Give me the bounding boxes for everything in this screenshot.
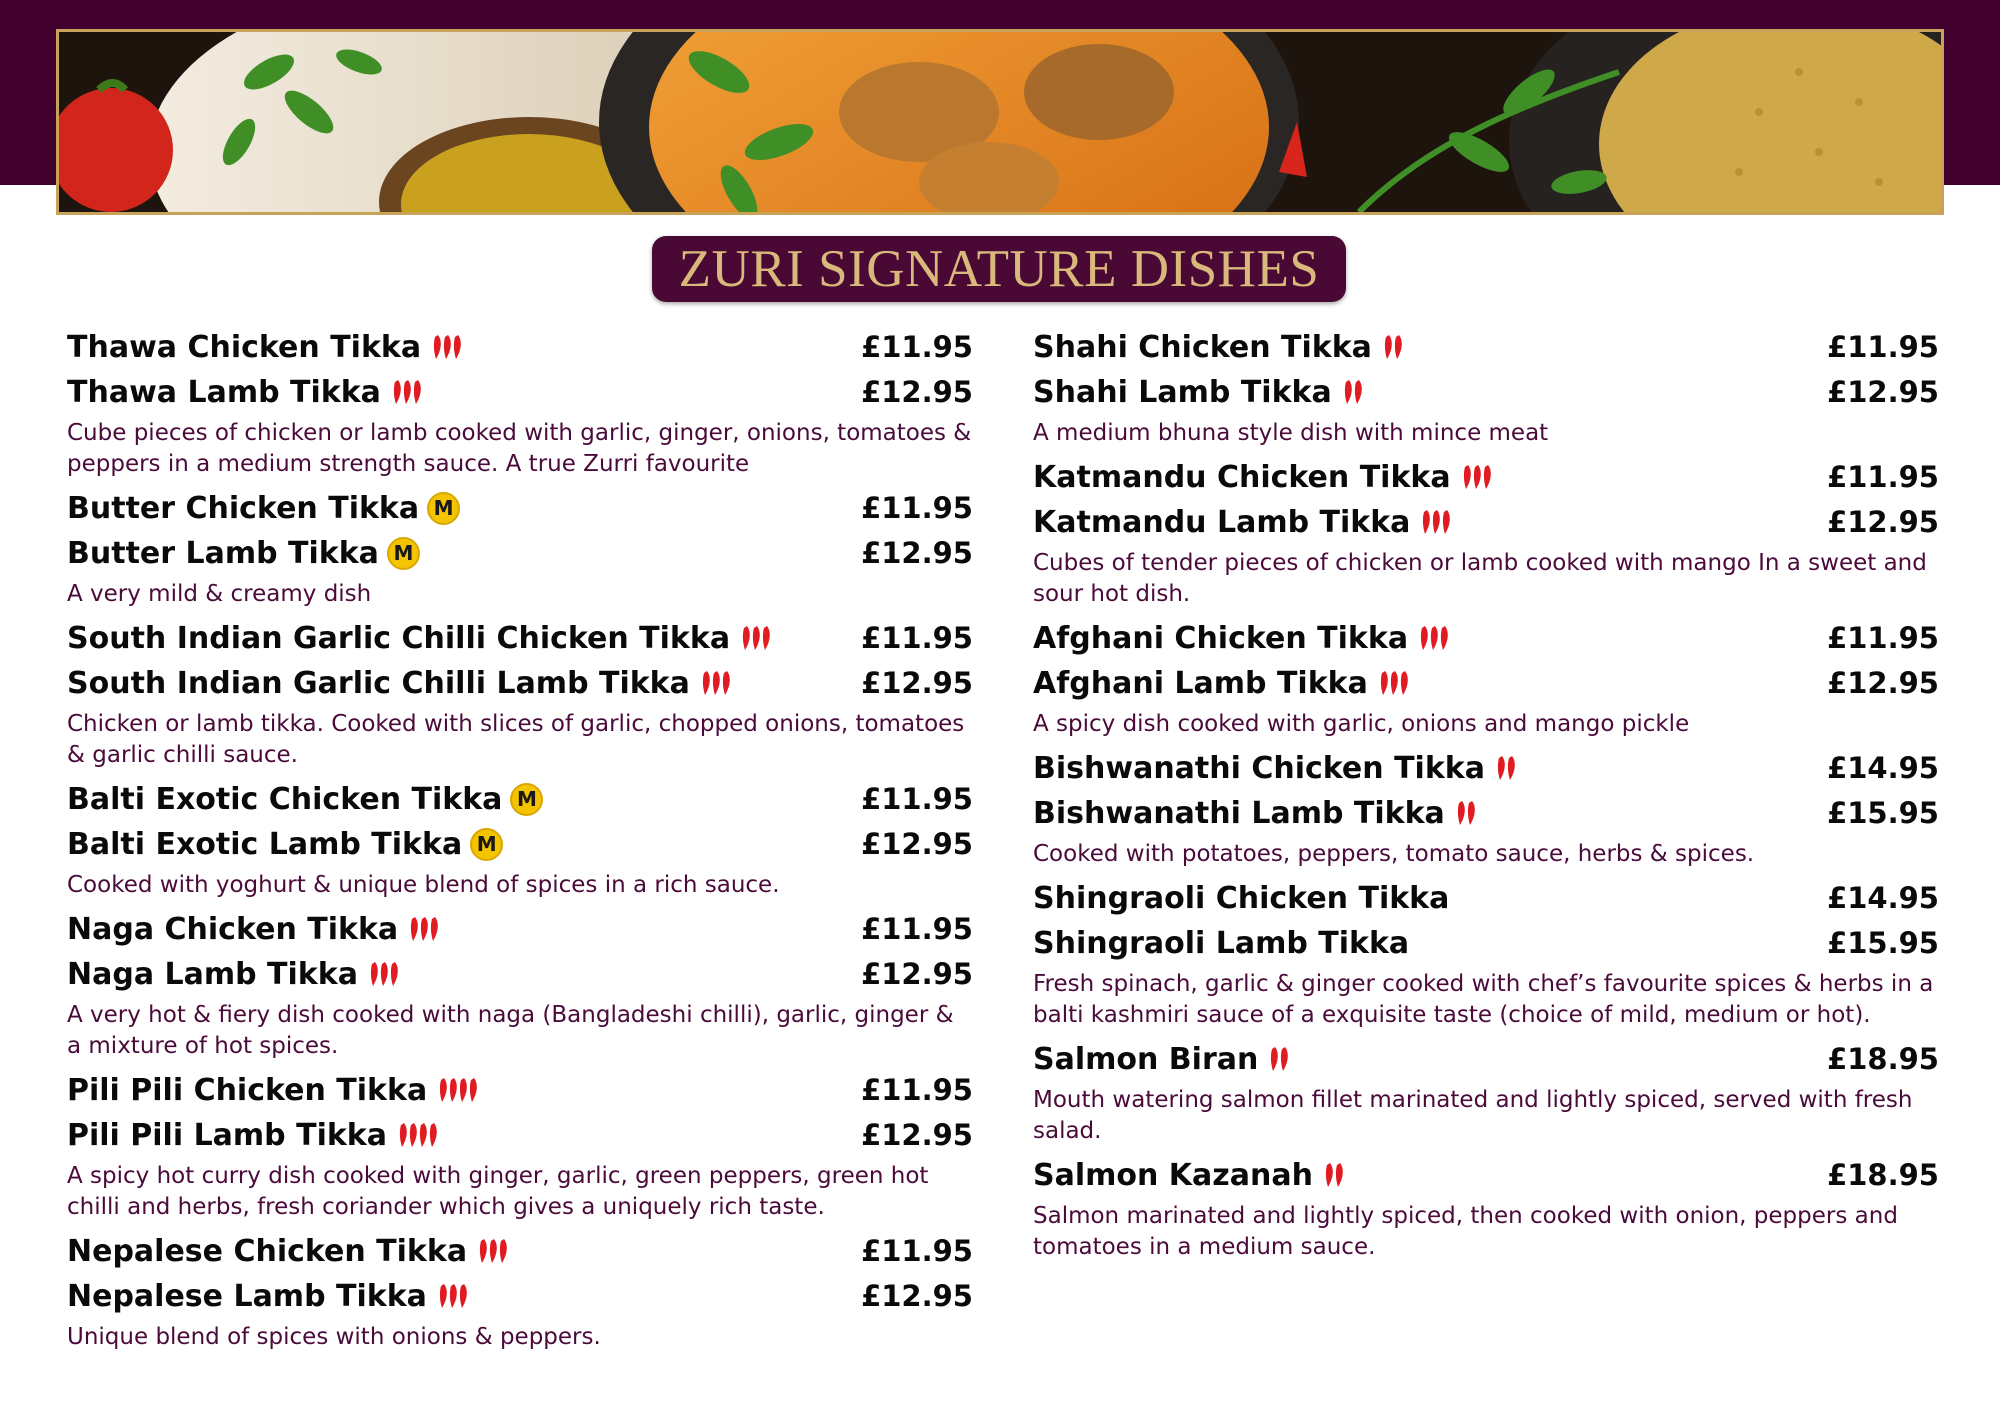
chili-icon xyxy=(388,961,400,987)
mild-badge-icon: M xyxy=(427,492,460,525)
spice-level-icons xyxy=(1268,1044,1288,1074)
menu-item-description: Fresh spinach, garlic & ginger cooked with chef’s favourite spices & herbs in a balti kashmiri sauce of a exquisite taste (choice of mild, medium or hot). xyxy=(1033,971,1934,1028)
menu-item-price: £12.95 xyxy=(861,827,973,861)
menu-item xyxy=(67,621,973,655)
menu-item-name-group xyxy=(67,666,730,701)
menu-item xyxy=(1033,666,1939,700)
section-title-pill xyxy=(652,236,1346,302)
menu-item-price: £12.95 xyxy=(861,957,973,991)
menu-item-name-group xyxy=(67,491,460,526)
menu-item-name-group xyxy=(67,330,461,365)
spice-level-icons xyxy=(1418,623,1448,653)
menu-item xyxy=(1033,796,1939,830)
menu-item-name: Salmon Biran xyxy=(1033,1041,1259,1077)
menu-item-price: £12.95 xyxy=(1827,666,1939,700)
menu-item-price: £15.95 xyxy=(1827,796,1939,830)
menu-item xyxy=(1033,330,1939,364)
menu-item-name: Nepalese Chicken Tikka xyxy=(67,1233,468,1269)
menu-item xyxy=(1033,751,1939,785)
menu-item-name: Salmon Kazanah xyxy=(1033,1157,1313,1193)
menu-item-price: £11.95 xyxy=(861,1234,973,1268)
menu-item-description: Unique blend of spices with onions & peppers. xyxy=(67,1324,601,1350)
menu-item-description: A very hot & fiery dish cooked with naga (Bangladeshi chilli), garlic, ginger & a mixture of hot spices. xyxy=(67,1002,954,1059)
menu-item-name: Naga Chicken Tikka xyxy=(67,911,399,947)
spice-level-icons xyxy=(740,623,770,653)
menu-item xyxy=(67,330,973,364)
chili-icon xyxy=(1505,755,1517,781)
menu-item-price: £12.95 xyxy=(861,1118,973,1152)
menu-item xyxy=(1033,460,1939,494)
menu-item-name-group xyxy=(1033,460,1491,495)
chili-icon xyxy=(467,1077,479,1103)
menu-item-price: £11.95 xyxy=(1827,621,1939,655)
chili-icon xyxy=(1398,670,1410,696)
menu-item-name-group xyxy=(67,1073,477,1108)
menu-item xyxy=(67,782,973,816)
spice-level-icons xyxy=(437,1281,467,1311)
menu-item-name-group xyxy=(1033,1158,1343,1193)
menu-item-description: Mouth watering salmon fillet marinated and lightly spiced, served with fresh salad. xyxy=(1033,1087,1913,1144)
spice-level-icons xyxy=(431,332,461,362)
spice-level-icons xyxy=(397,1120,437,1150)
menu-item-name: Shahi Chicken Tikka xyxy=(1033,329,1372,365)
menu-item-name: Afghani Lamb Tikka xyxy=(1033,665,1368,701)
menu-item-name-group xyxy=(1033,1042,1288,1077)
chili-icon xyxy=(427,1122,439,1148)
menu-item-price: £11.95 xyxy=(1827,330,1939,364)
menu-item xyxy=(67,491,973,525)
menu-item xyxy=(1033,881,1939,915)
menu-item-name-group xyxy=(1033,751,1515,786)
menu-item-price: £14.95 xyxy=(1827,881,1939,915)
menu-item xyxy=(67,666,973,700)
menu-item-price: £12.95 xyxy=(861,666,973,700)
spice-level-icons xyxy=(700,668,730,698)
menu-item-name: Thawa Lamb Tikka xyxy=(67,374,381,410)
menu-item-name-group xyxy=(1033,621,1448,656)
menu-item xyxy=(1033,926,1939,960)
chili-icon xyxy=(428,916,440,942)
menu-item xyxy=(1033,505,1939,539)
menu-item-name-group xyxy=(67,1234,507,1269)
menu-item-name: Shahi Lamb Tikka xyxy=(1033,374,1332,410)
menu-item-name: Afghani Chicken Tikka xyxy=(1033,620,1409,656)
menu-item-price: £11.95 xyxy=(861,621,973,655)
mild-badge-icon: M xyxy=(510,783,543,816)
spice-level-icons xyxy=(477,1236,507,1266)
menu-item-name-group xyxy=(67,1279,467,1314)
menu-item xyxy=(1033,375,1939,409)
menu-item xyxy=(67,1118,973,1152)
menu-item-price: £18.95 xyxy=(1827,1158,1939,1192)
menu-item-price: £18.95 xyxy=(1827,1042,1939,1076)
menu-item-price: £12.95 xyxy=(861,1279,973,1313)
menu-item-name-group xyxy=(1033,796,1475,831)
menu-item xyxy=(67,957,973,991)
menu-item-description: A medium bhuna style dish with mince meat xyxy=(1033,420,1549,446)
spice-level-icons xyxy=(1342,377,1362,407)
menu-column-right xyxy=(1033,322,1939,1263)
menu-item-name-group xyxy=(67,375,421,410)
section-title: ZURI SIGNATURE DISHES xyxy=(678,240,1320,298)
chili-icon xyxy=(1392,334,1404,360)
menu-item-name: Pili Pili Lamb Tikka xyxy=(67,1117,387,1153)
menu-item-name-group xyxy=(1033,375,1362,410)
menu-item-name: Shingraoli Lamb Tikka xyxy=(1033,925,1410,961)
mild-badge-icon: M xyxy=(387,537,420,570)
menu-item xyxy=(1033,621,1939,655)
menu-item-price: £11.95 xyxy=(1827,460,1939,494)
spice-level-icons xyxy=(1455,798,1475,828)
menu-item xyxy=(67,827,973,861)
menu-item-name: Shingraoli Chicken Tikka xyxy=(1033,880,1450,916)
spice-level-icons xyxy=(1323,1160,1343,1190)
menu-item-name: Katmandu Lamb Tikka xyxy=(1033,504,1411,540)
menu-item-name: Butter Lamb Tikka xyxy=(67,535,379,571)
chili-icon xyxy=(760,625,772,651)
menu-item-name: Balti Exotic Chicken Tikka xyxy=(67,781,503,817)
spice-level-icons xyxy=(1495,753,1515,783)
spice-level-icons xyxy=(1461,462,1491,492)
chili-icon xyxy=(720,670,732,696)
chili-icon xyxy=(1278,1046,1290,1072)
chili-icon xyxy=(1465,800,1477,826)
menu-item xyxy=(67,1234,973,1268)
menu-item-name-group xyxy=(1033,881,1449,916)
menu-item-description: Chicken or lamb tikka. Cooked with slices of garlic, chopped onions, tomatoes & garlic chilli sauce. xyxy=(67,711,965,768)
menu-item xyxy=(67,375,973,409)
menu-item xyxy=(67,1279,973,1313)
menu-item-name-group xyxy=(67,957,398,992)
menu-item-name-group xyxy=(1033,330,1402,365)
menu-column-left xyxy=(67,322,973,1353)
menu-item-name-group xyxy=(1033,505,1450,540)
mild-badge-icon: M xyxy=(470,828,503,861)
chili-icon xyxy=(1352,379,1364,405)
menu-item-price: £11.95 xyxy=(861,912,973,946)
menu-item-price: £11.95 xyxy=(861,491,973,525)
menu-item-name: Balti Exotic Lamb Tikka xyxy=(67,826,463,862)
menu-item-price: £14.95 xyxy=(1827,751,1939,785)
menu-item-price: £11.95 xyxy=(861,782,973,816)
menu-item-description: Cooked with yoghurt & unique blend of spices in a rich sauce. xyxy=(67,872,780,898)
chili-icon xyxy=(411,379,423,405)
menu-item-name: Nepalese Lamb Tikka xyxy=(67,1278,427,1314)
menu-item-price: £12.95 xyxy=(1827,505,1939,539)
spice-level-icons xyxy=(1420,507,1450,537)
chili-icon xyxy=(457,1283,469,1309)
spice-level-icons xyxy=(1378,668,1408,698)
menu-item xyxy=(67,912,973,946)
menu-item-name-group xyxy=(67,1118,437,1153)
menu-item xyxy=(67,536,973,570)
menu-item-price: £15.95 xyxy=(1827,926,1939,960)
spice-level-icons xyxy=(437,1075,477,1105)
menu-item-price: £11.95 xyxy=(861,330,973,364)
menu-item-name-group xyxy=(1033,666,1408,701)
chili-icon xyxy=(1333,1162,1345,1188)
menu-item-description: Cube pieces of chicken or lamb cooked with garlic, ginger, onions, tomatoes & peppers in a medium strength sauce. A true Zurri favourite xyxy=(67,420,972,477)
menu-item-description: Cooked with potatoes, peppers, tomato sauce, herbs & spices. xyxy=(1033,841,1755,867)
chili-icon xyxy=(1481,464,1493,490)
spice-level-icons xyxy=(391,377,421,407)
menu-item-name: South Indian Garlic Chilli Lamb Tikka xyxy=(67,665,690,701)
menu-item-description: Salmon marinated and lightly spiced, then cooked with onion, peppers and tomatoes in a medium sauce. xyxy=(1033,1203,1898,1260)
menu-item-name: Naga Lamb Tikka xyxy=(67,956,358,992)
menu-item-name-group xyxy=(1033,926,1409,961)
menu-item-name: Butter Chicken Tikka xyxy=(67,490,420,526)
menu-item-name: Katmandu Chicken Tikka xyxy=(1033,459,1451,495)
menu-item-name: Pili Pili Chicken Tikka xyxy=(67,1072,428,1108)
menu-item-name: Thawa Chicken Tikka xyxy=(67,329,422,365)
spice-level-icons xyxy=(368,959,398,989)
menu-item-name: South Indian Garlic Chilli Chicken Tikka xyxy=(67,620,731,656)
menu-item-name-group xyxy=(67,536,420,571)
chili-icon xyxy=(1440,509,1452,535)
chili-icon xyxy=(1438,625,1450,651)
chili-icon xyxy=(451,334,463,360)
menu-item-description: A very mild & creamy dish xyxy=(67,581,372,607)
menu-item-price: £12.95 xyxy=(861,375,973,409)
menu-item-name-group xyxy=(67,912,438,947)
menu-item-name: Bishwanathi Chicken Tikka xyxy=(1033,750,1485,786)
menu-item-price: £12.95 xyxy=(861,536,973,570)
food-banner-image xyxy=(56,29,1944,215)
spice-level-icons xyxy=(1382,332,1402,362)
menu-item xyxy=(67,1073,973,1107)
menu-item-price: £12.95 xyxy=(1827,375,1939,409)
menu-item xyxy=(1033,1158,1939,1192)
menu-item-name-group xyxy=(67,827,503,862)
menu-item-description: A spicy dish cooked with garlic, onions and mango pickle xyxy=(1033,711,1690,737)
menu-item-price: £11.95 xyxy=(861,1073,973,1107)
menu-item xyxy=(1033,1042,1939,1076)
menu-item-name: Bishwanathi Lamb Tikka xyxy=(1033,795,1445,831)
chili-icon xyxy=(497,1238,509,1264)
menu-item-name-group xyxy=(67,621,770,656)
menu-item-name-group xyxy=(67,782,543,817)
spice-level-icons xyxy=(408,914,438,944)
menu-item-description: A spicy hot curry dish cooked with ginger, garlic, green peppers, green hot chilli and herbs, fresh coriander which gives a uniquely rich taste. xyxy=(67,1163,929,1220)
menu-item-description: Cubes of tender pieces of chicken or lamb cooked with mango In a sweet and sour hot dish. xyxy=(1033,550,1927,607)
